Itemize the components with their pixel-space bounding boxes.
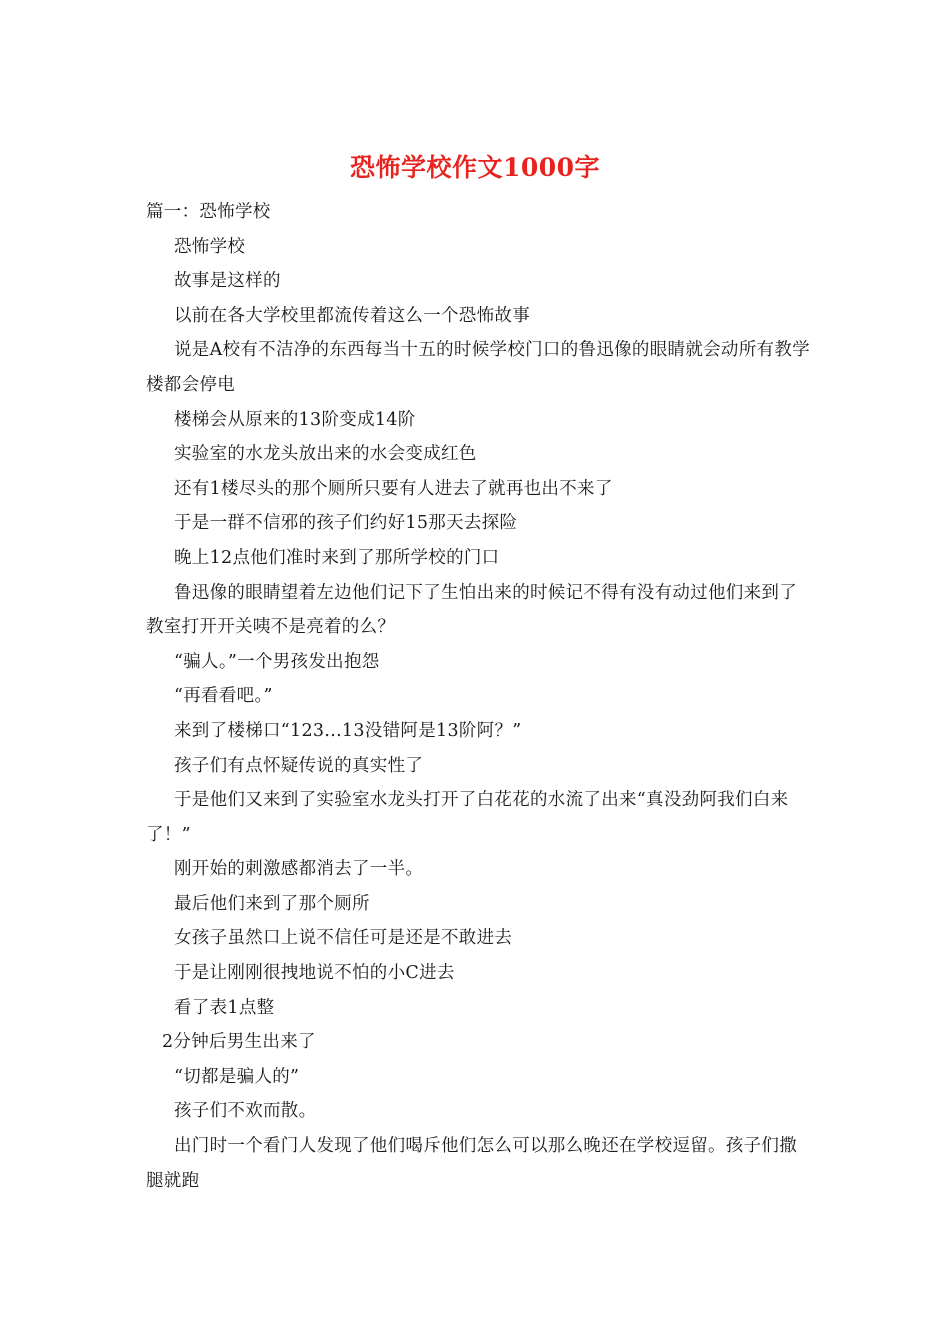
paragraph: 以前在各大学校里都流传着这么一个恐怖故事	[174, 305, 530, 326]
paragraph: 于是他们又来到了实验室水龙头打开了白花花的水流了出来“真没劲阿我们白来了！”	[146, 790, 789, 845]
paragraph: “再看看吧。”	[174, 686, 273, 707]
paragraph: 2分钟后男生出来了	[162, 1032, 316, 1053]
paragraph: 女孩子虽然口上说不信任可是还是不敢进去	[174, 928, 513, 949]
paragraph: 篇一：恐怖学校	[146, 202, 271, 222]
document-title: 恐怖学校作文1000字	[349, 153, 601, 182]
paragraph: 故事是这样的	[174, 271, 281, 292]
paragraph: 恐怖学校	[174, 236, 246, 257]
paragraph: 出门时一个看门人发现了他们喝斥他们怎么可以那么晚还在学校逗留。孩子们撒腿就跑	[146, 1136, 797, 1191]
paragraph: 于是让刚刚很拽地说不怕的小C进去	[174, 963, 455, 984]
paragraph: 刚开始的刺激感都消去了一半。	[174, 859, 424, 880]
paragraph: 实验室的水龙头放出来的水会变成红色	[174, 444, 477, 465]
paragraph: “切都是骗人的”	[174, 1066, 300, 1087]
paragraph: 晚上12点他们准时来到了那所学校的门口	[174, 547, 500, 568]
paragraph: “骗人。”一个男孩发出抱怨	[174, 651, 380, 672]
paragraph: 孩子们有点怀疑传说的真实性了	[174, 755, 424, 776]
paragraph: 楼梯会从原来的13阶变成14阶	[174, 409, 416, 430]
paragraph: 于是一群不信邪的孩子们约好15那天去探险	[174, 513, 518, 534]
paragraph: 看了表1点整	[174, 997, 275, 1018]
paragraph: 孩子们不欢而散。	[174, 1101, 317, 1122]
paragraph: 还有1楼尽头的那个厕所只要有人进去了就再也出不来了	[174, 478, 613, 499]
paragraph: 说是A校有不洁净的东西每当十五的时候学校门口的鲁迅像的眼睛就会动所有教学楼都会停电	[146, 340, 810, 395]
paragraph: 最后他们来到了那个厕所	[174, 893, 370, 914]
paragraph: 来到了楼梯口“123...13没错阿是13阶阿？”	[174, 720, 522, 741]
paragraph: 鲁迅像的眼睛望着左边他们记下了生怕出来的时候记不得有没有动过他们来到了教室打开开关咦不是亮着的么？	[146, 582, 797, 638]
document-body	[146, 195, 814, 1198]
